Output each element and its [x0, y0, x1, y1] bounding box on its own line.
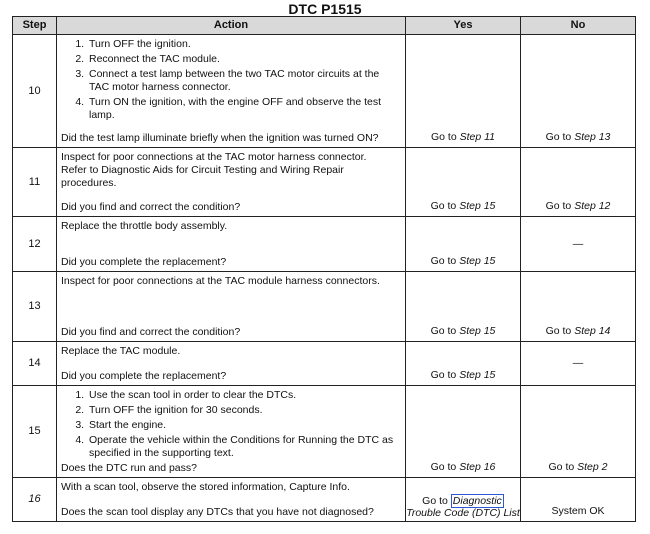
action-cell — [57, 217, 406, 272]
table-row — [13, 478, 636, 522]
yes-cell: Go to Diagnostic Trouble Code (DTC) List — [406, 478, 521, 522]
dtc-table — [12, 16, 636, 522]
question-text: Did you complete the replacement? — [61, 256, 227, 268]
yes-cell: Go to Step 16 — [406, 386, 521, 478]
action-text: Inspect for poor connections at the TAC module harness connectors. — [61, 275, 380, 287]
question-text: Does the DTC run and pass? — [61, 462, 197, 474]
no-cell: Go to Step 14 — [521, 272, 636, 342]
step-link[interactable]: Step 15 — [459, 200, 496, 212]
table-row — [13, 342, 636, 386]
action-text: With a scan tool, observe the stored information, Capture Info. — [61, 481, 350, 493]
link-continued[interactable]: Trouble Code (DTC) List — [406, 507, 520, 519]
list-item: 3. Connect a test lamp between the two TAC motor circuits at the TAC motor harness connector. — [87, 68, 401, 94]
step-link[interactable]: Step 15 — [459, 369, 496, 381]
list-item: 2. Turn OFF the ignition for 30 seconds. — [87, 404, 401, 417]
page-title: DTC P1515 — [288, 1, 362, 17]
action-cell — [57, 272, 406, 342]
header-yes: Yes — [406, 17, 521, 35]
step-link[interactable]: Step 14 — [574, 325, 611, 337]
table-row — [13, 217, 636, 272]
step-link[interactable]: Step 13 — [574, 131, 611, 143]
step-link[interactable]: Step 15 — [459, 325, 496, 337]
list-item: 4. Turn ON the ignition, with the engine OFF and observe the test lamp. — [87, 96, 401, 122]
no-cell: — — [521, 217, 636, 272]
action-note: Refer to Diagnostic Aids for Circuit Testing and Wiring Repair procedures. — [61, 164, 344, 189]
step-number: 15 — [13, 386, 57, 478]
step-link[interactable]: Step 16 — [459, 461, 496, 473]
step-number: 12 — [13, 217, 57, 272]
question-text: Does the scan tool display any DTCs that you have not diagnosed? — [61, 506, 374, 518]
action-cell — [57, 35, 406, 148]
table-row — [13, 35, 636, 148]
question-text: Did the test lamp illuminate briefly when the ignition was turned ON? — [61, 132, 379, 144]
table-row — [13, 148, 636, 217]
diagnostic-link[interactable]: Diagnostic — [452, 495, 502, 507]
list-item: 3. Start the engine. — [87, 419, 401, 432]
yes-cell: Go to Step 11 — [406, 35, 521, 148]
step-number: 14 — [13, 342, 57, 386]
step-link[interactable]: Step 12 — [574, 200, 611, 212]
table-row — [13, 386, 636, 478]
no-cell: Go to Step 12 — [521, 148, 636, 217]
no-cell: Go to Step 13 — [521, 35, 636, 148]
action-cell — [57, 342, 406, 386]
header-step: Step — [13, 17, 57, 35]
no-cell: — — [521, 342, 636, 386]
step-link[interactable]: Step 11 — [459, 131, 496, 143]
yes-cell: Go to Step 15 — [406, 217, 521, 272]
no-cell: System OK — [521, 478, 636, 522]
table-row — [13, 272, 636, 342]
step-number: 11 — [13, 148, 57, 217]
list-item: 2. Reconnect the TAC module. — [87, 53, 401, 66]
table-header-row — [13, 17, 636, 35]
question-text: Did you find and correct the condition? — [61, 201, 241, 213]
action-list — [61, 38, 401, 124]
step-number: 13 — [13, 272, 57, 342]
action-cell — [57, 478, 406, 522]
action-text: Replace the TAC module. — [61, 345, 181, 357]
yes-cell: Go to Step 15 — [406, 342, 521, 386]
step-link[interactable]: Step 2 — [577, 461, 608, 473]
action-cell — [57, 148, 406, 217]
yes-cell: Go to Step 15 — [406, 272, 521, 342]
list-item: 1. Turn OFF the ignition. — [87, 38, 401, 51]
yes-cell: Go to Step 15 — [406, 148, 521, 217]
header-no: No — [521, 17, 636, 35]
step-link[interactable]: Step 15 — [459, 255, 496, 267]
header-action: Action — [57, 17, 406, 35]
question-text: Did you find and correct the condition? — [61, 326, 241, 338]
no-cell: Go to Step 2 — [521, 386, 636, 478]
list-item: 1. Use the scan tool in order to clear the DTCs. — [87, 389, 401, 402]
step-number: 10 — [13, 35, 57, 148]
step-number: 16 — [13, 478, 57, 522]
action-text: Inspect for poor connections at the TAC motor harness connector. — [61, 151, 367, 163]
list-item: 4. Operate the vehicle within the Conditions for Running the DTC as specified in the supporting text. — [87, 434, 401, 460]
action-text: Replace the throttle body assembly. — [61, 220, 228, 232]
action-cell — [57, 386, 406, 478]
question-text: Did you complete the replacement? — [61, 370, 227, 382]
action-list — [61, 389, 401, 462]
